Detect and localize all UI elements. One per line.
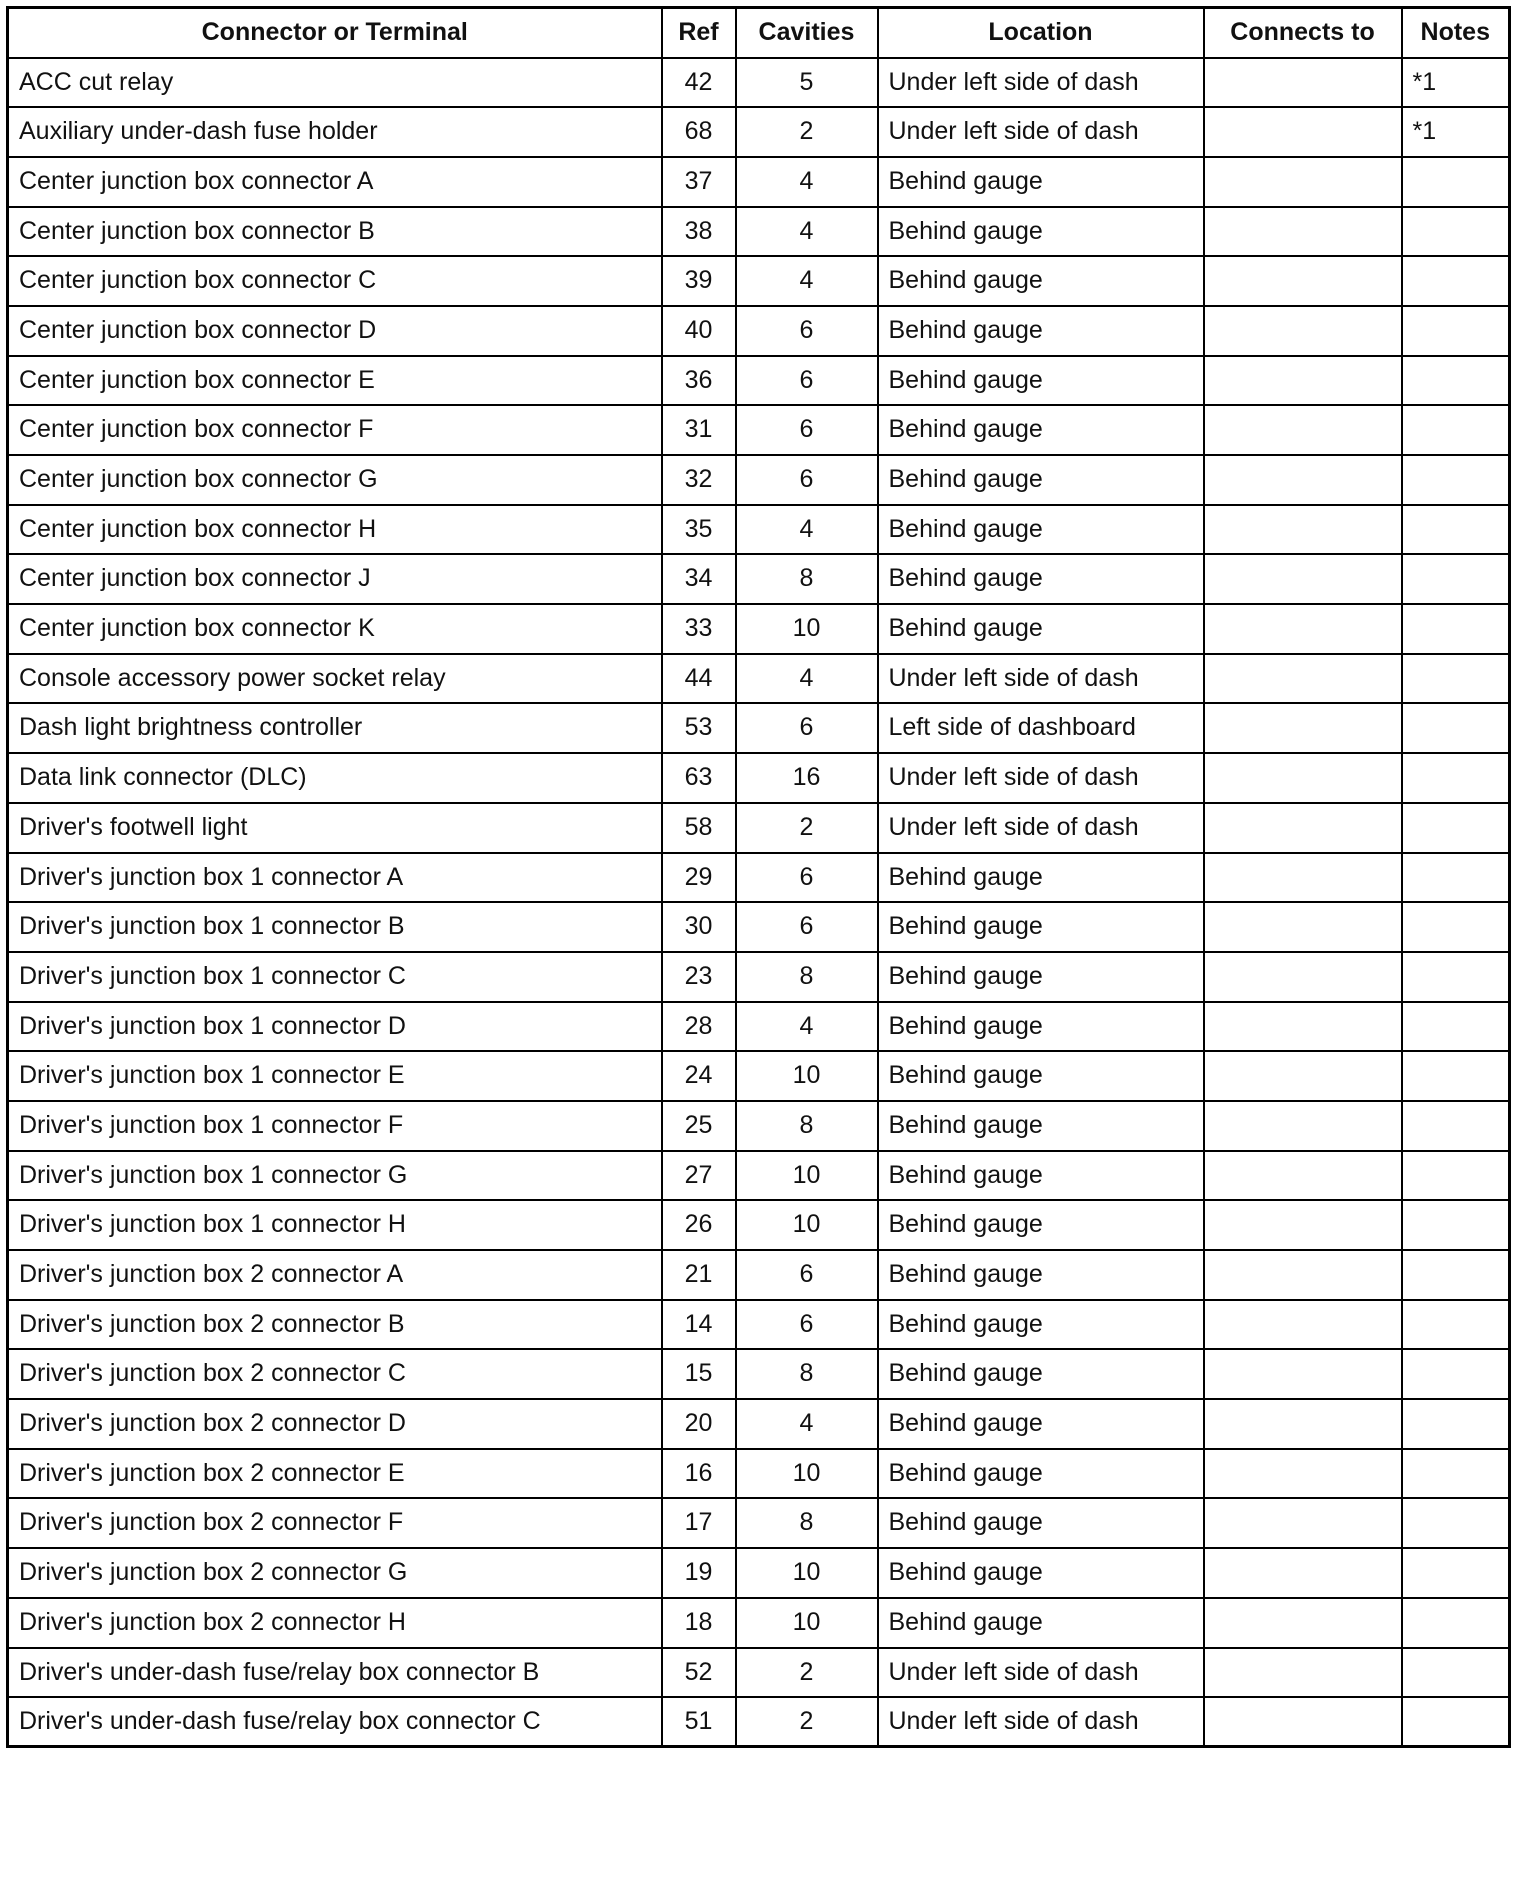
cavities-cell: 8	[736, 1349, 878, 1399]
table-row	[8, 654, 1510, 704]
connects-to-cell	[1204, 902, 1402, 952]
table-row	[8, 853, 1510, 903]
connector-name-cell: Data link connector (DLC)	[8, 753, 662, 803]
notes-cell	[1402, 1151, 1510, 1201]
ref-cell: 51	[662, 1697, 736, 1747]
connector-name-cell: Driver's junction box 1 connector E	[8, 1051, 662, 1101]
table-row	[8, 1101, 1510, 1151]
table-row	[8, 356, 1510, 406]
location-cell: Behind gauge	[878, 1449, 1204, 1499]
location-cell: Behind gauge	[878, 1598, 1204, 1648]
ref-cell: 36	[662, 356, 736, 406]
notes-cell	[1402, 256, 1510, 306]
connector-name-cell: Center junction box connector A	[8, 157, 662, 207]
cavities-cell: 6	[736, 902, 878, 952]
ref-cell: 19	[662, 1548, 736, 1598]
connects-to-cell	[1204, 1349, 1402, 1399]
table-body	[8, 58, 1510, 1747]
connector-name-cell: Driver's junction box 2 connector E	[8, 1449, 662, 1499]
table-row	[8, 107, 1510, 157]
connects-to-cell	[1204, 256, 1402, 306]
cavities-cell: 6	[736, 853, 878, 903]
cavities-cell: 10	[736, 1200, 878, 1250]
cavities-cell: 4	[736, 1002, 878, 1052]
connects-to-cell	[1204, 554, 1402, 604]
header-row	[8, 8, 1510, 58]
ref-cell: 37	[662, 157, 736, 207]
location-cell: Behind gauge	[878, 902, 1204, 952]
notes-cell	[1402, 654, 1510, 704]
connects-to-cell	[1204, 107, 1402, 157]
connector-name-cell: Driver's under-dash fuse/relay box connector B	[8, 1648, 662, 1698]
connector-name-cell: Driver's junction box 2 connector C	[8, 1349, 662, 1399]
connector-name-cell: Driver's junction box 2 connector G	[8, 1548, 662, 1598]
connector-name-cell: Driver's junction box 1 connector B	[8, 902, 662, 952]
connects-to-cell	[1204, 505, 1402, 555]
connector-name-cell: Center junction box connector H	[8, 505, 662, 555]
table-row	[8, 703, 1510, 753]
connects-to-cell	[1204, 1101, 1402, 1151]
cavities-cell: 4	[736, 505, 878, 555]
connector-name-cell: Driver's junction box 1 connector H	[8, 1200, 662, 1250]
table-row	[8, 1449, 1510, 1499]
notes-cell	[1402, 1250, 1510, 1300]
ref-cell: 32	[662, 455, 736, 505]
ref-cell: 44	[662, 654, 736, 704]
connector-name-cell: Center junction box connector C	[8, 256, 662, 306]
cavities-cell: 10	[736, 1449, 878, 1499]
location-cell: Behind gauge	[878, 405, 1204, 455]
notes-cell	[1402, 455, 1510, 505]
connector-name-cell: Driver's junction box 2 connector H	[8, 1598, 662, 1648]
connector-name-cell: Center junction box connector E	[8, 356, 662, 406]
location-cell: Behind gauge	[878, 1250, 1204, 1300]
cavities-cell: 8	[736, 554, 878, 604]
notes-cell	[1402, 1498, 1510, 1548]
notes-cell	[1402, 1051, 1510, 1101]
table-row	[8, 455, 1510, 505]
ref-cell: 31	[662, 405, 736, 455]
table-row	[8, 256, 1510, 306]
table-row	[8, 1349, 1510, 1399]
connects-to-cell	[1204, 1498, 1402, 1548]
table-row	[8, 58, 1510, 108]
cavities-cell: 4	[736, 654, 878, 704]
table-row	[8, 1498, 1510, 1548]
connector-name-cell: Driver's junction box 2 connector A	[8, 1250, 662, 1300]
connects-to-cell	[1204, 1548, 1402, 1598]
notes-cell	[1402, 803, 1510, 853]
cavities-cell: 10	[736, 1598, 878, 1648]
table-row	[8, 1200, 1510, 1250]
connector-name-cell: ACC cut relay	[8, 58, 662, 108]
location-cell: Behind gauge	[878, 157, 1204, 207]
connector-name-cell: Driver's junction box 1 connector F	[8, 1101, 662, 1151]
connects-to-cell	[1204, 157, 1402, 207]
header-cavities: Cavities	[736, 8, 878, 58]
notes-cell	[1402, 405, 1510, 455]
ref-cell: 52	[662, 1648, 736, 1698]
table-row	[8, 1399, 1510, 1449]
connects-to-cell	[1204, 703, 1402, 753]
notes-cell	[1402, 157, 1510, 207]
ref-cell: 39	[662, 256, 736, 306]
connects-to-cell	[1204, 1697, 1402, 1747]
cavities-cell: 2	[736, 1648, 878, 1698]
ref-cell: 29	[662, 853, 736, 903]
notes-cell: *1	[1402, 107, 1510, 157]
table-row	[8, 1648, 1510, 1698]
notes-cell	[1402, 902, 1510, 952]
ref-cell: 63	[662, 753, 736, 803]
cavities-cell: 10	[736, 1051, 878, 1101]
ref-cell: 23	[662, 952, 736, 1002]
location-cell: Under left side of dash	[878, 107, 1204, 157]
notes-cell	[1402, 356, 1510, 406]
connects-to-cell	[1204, 455, 1402, 505]
cavities-cell: 10	[736, 1151, 878, 1201]
ref-cell: 26	[662, 1200, 736, 1250]
location-cell: Behind gauge	[878, 505, 1204, 555]
notes-cell: *1	[1402, 58, 1510, 108]
ref-cell: 42	[662, 58, 736, 108]
location-cell: Under left side of dash	[878, 1697, 1204, 1747]
connector-name-cell: Driver's junction box 1 connector C	[8, 952, 662, 1002]
location-cell: Under left side of dash	[878, 753, 1204, 803]
notes-cell	[1402, 1002, 1510, 1052]
location-cell: Behind gauge	[878, 1548, 1204, 1598]
cavities-cell: 8	[736, 1101, 878, 1151]
location-cell: Behind gauge	[878, 356, 1204, 406]
connects-to-cell	[1204, 1449, 1402, 1499]
connector-name-cell: Center junction box connector D	[8, 306, 662, 356]
connector-name-cell: Center junction box connector B	[8, 207, 662, 257]
cavities-cell: 6	[736, 306, 878, 356]
cavities-cell: 6	[736, 405, 878, 455]
notes-cell	[1402, 853, 1510, 903]
location-cell: Under left side of dash	[878, 1648, 1204, 1698]
connector-name-cell: Driver's junction box 2 connector F	[8, 1498, 662, 1548]
notes-cell	[1402, 1349, 1510, 1399]
ref-cell: 16	[662, 1449, 736, 1499]
header-location: Location	[878, 8, 1204, 58]
table-row	[8, 1002, 1510, 1052]
table-row	[8, 1300, 1510, 1350]
location-cell: Behind gauge	[878, 256, 1204, 306]
location-cell: Behind gauge	[878, 1200, 1204, 1250]
cavities-cell: 6	[736, 356, 878, 406]
header-ref: Ref	[662, 8, 736, 58]
cavities-cell: 4	[736, 207, 878, 257]
connector-name-cell: Center junction box connector J	[8, 554, 662, 604]
connects-to-cell	[1204, 1598, 1402, 1648]
ref-cell: 24	[662, 1051, 736, 1101]
notes-cell	[1402, 505, 1510, 555]
notes-cell	[1402, 306, 1510, 356]
connector-name-cell: Driver's junction box 1 connector A	[8, 853, 662, 903]
ref-cell: 68	[662, 107, 736, 157]
cavities-cell: 10	[736, 1548, 878, 1598]
connects-to-cell	[1204, 1151, 1402, 1201]
notes-cell	[1402, 703, 1510, 753]
connects-to-cell	[1204, 58, 1402, 108]
ref-cell: 20	[662, 1399, 736, 1449]
table-row	[8, 952, 1510, 1002]
connects-to-cell	[1204, 803, 1402, 853]
connects-to-cell	[1204, 604, 1402, 654]
connector-table	[6, 6, 1511, 1748]
location-cell: Under left side of dash	[878, 803, 1204, 853]
connector-name-cell: Center junction box connector F	[8, 405, 662, 455]
notes-cell	[1402, 554, 1510, 604]
notes-cell	[1402, 1697, 1510, 1747]
header-connector: Connector or Terminal	[8, 8, 662, 58]
location-cell: Behind gauge	[878, 455, 1204, 505]
notes-cell	[1402, 753, 1510, 803]
ref-cell: 38	[662, 207, 736, 257]
cavities-cell: 5	[736, 58, 878, 108]
connector-name-cell: Auxiliary under-dash fuse holder	[8, 107, 662, 157]
connector-name-cell: Driver's under-dash fuse/relay box connector C	[8, 1697, 662, 1747]
notes-cell	[1402, 207, 1510, 257]
table-row	[8, 1548, 1510, 1598]
notes-cell	[1402, 1399, 1510, 1449]
location-cell: Behind gauge	[878, 306, 1204, 356]
location-cell: Behind gauge	[878, 1349, 1204, 1399]
connector-name-cell: Console accessory power socket relay	[8, 654, 662, 704]
connects-to-cell	[1204, 356, 1402, 406]
ref-cell: 15	[662, 1349, 736, 1399]
ref-cell: 21	[662, 1250, 736, 1300]
ref-cell: 30	[662, 902, 736, 952]
connects-to-cell	[1204, 1399, 1402, 1449]
connects-to-cell	[1204, 853, 1402, 903]
connects-to-cell	[1204, 306, 1402, 356]
location-cell: Behind gauge	[878, 1002, 1204, 1052]
ref-cell: 40	[662, 306, 736, 356]
table-row	[8, 1697, 1510, 1747]
location-cell: Behind gauge	[878, 1151, 1204, 1201]
location-cell: Behind gauge	[878, 952, 1204, 1002]
notes-cell	[1402, 1598, 1510, 1648]
table-row	[8, 803, 1510, 853]
table-row	[8, 1051, 1510, 1101]
notes-cell	[1402, 1200, 1510, 1250]
location-cell: Under left side of dash	[878, 654, 1204, 704]
table-row	[8, 306, 1510, 356]
table-row	[8, 753, 1510, 803]
location-cell: Under left side of dash	[878, 58, 1204, 108]
connector-name-cell: Driver's junction box 2 connector B	[8, 1300, 662, 1350]
connector-name-cell: Center junction box connector K	[8, 604, 662, 654]
ref-cell: 34	[662, 554, 736, 604]
table-row	[8, 505, 1510, 555]
cavities-cell: 16	[736, 753, 878, 803]
location-cell: Behind gauge	[878, 1051, 1204, 1101]
ref-cell: 18	[662, 1598, 736, 1648]
connects-to-cell	[1204, 654, 1402, 704]
location-cell: Behind gauge	[878, 1498, 1204, 1548]
cavities-cell: 4	[736, 157, 878, 207]
notes-cell	[1402, 1648, 1510, 1698]
connects-to-cell	[1204, 1648, 1402, 1698]
table-row	[8, 207, 1510, 257]
table-row	[8, 1250, 1510, 1300]
connects-to-cell	[1204, 207, 1402, 257]
cavities-cell: 2	[736, 107, 878, 157]
location-cell: Behind gauge	[878, 1101, 1204, 1151]
connector-name-cell: Driver's junction box 1 connector D	[8, 1002, 662, 1052]
table-row	[8, 902, 1510, 952]
ref-cell: 58	[662, 803, 736, 853]
ref-cell: 17	[662, 1498, 736, 1548]
cavities-cell: 2	[736, 803, 878, 853]
ref-cell: 27	[662, 1151, 736, 1201]
cavities-cell: 8	[736, 1498, 878, 1548]
table-row	[8, 157, 1510, 207]
cavities-cell: 10	[736, 604, 878, 654]
location-cell: Behind gauge	[878, 1399, 1204, 1449]
cavities-cell: 8	[736, 952, 878, 1002]
table-row	[8, 405, 1510, 455]
connector-name-cell: Driver's footwell light	[8, 803, 662, 853]
ref-cell: 53	[662, 703, 736, 753]
location-cell: Behind gauge	[878, 604, 1204, 654]
connects-to-cell	[1204, 1200, 1402, 1250]
connects-to-cell	[1204, 753, 1402, 803]
connector-name-cell: Center junction box connector G	[8, 455, 662, 505]
connector-name-cell: Driver's junction box 1 connector G	[8, 1151, 662, 1201]
cavities-cell: 6	[736, 1250, 878, 1300]
location-cell: Left side of dashboard	[878, 703, 1204, 753]
connector-name-cell: Dash light brightness controller	[8, 703, 662, 753]
notes-cell	[1402, 1101, 1510, 1151]
table-row	[8, 554, 1510, 604]
cavities-cell: 4	[736, 256, 878, 306]
location-cell: Behind gauge	[878, 554, 1204, 604]
cavities-cell: 4	[736, 1399, 878, 1449]
notes-cell	[1402, 1449, 1510, 1499]
table-row	[8, 1151, 1510, 1201]
connects-to-cell	[1204, 1250, 1402, 1300]
notes-cell	[1402, 952, 1510, 1002]
connects-to-cell	[1204, 1300, 1402, 1350]
header-connects-to: Connects to	[1204, 8, 1402, 58]
connects-to-cell	[1204, 1051, 1402, 1101]
ref-cell: 14	[662, 1300, 736, 1350]
connects-to-cell	[1204, 952, 1402, 1002]
connects-to-cell	[1204, 1002, 1402, 1052]
cavities-cell: 6	[736, 1300, 878, 1350]
ref-cell: 33	[662, 604, 736, 654]
location-cell: Behind gauge	[878, 853, 1204, 903]
notes-cell	[1402, 1300, 1510, 1350]
ref-cell: 25	[662, 1101, 736, 1151]
cavities-cell: 2	[736, 1697, 878, 1747]
notes-cell	[1402, 1548, 1510, 1598]
connects-to-cell	[1204, 405, 1402, 455]
cavities-cell: 6	[736, 455, 878, 505]
header-notes: Notes	[1402, 8, 1510, 58]
ref-cell: 28	[662, 1002, 736, 1052]
connector-name-cell: Driver's junction box 2 connector D	[8, 1399, 662, 1449]
location-cell: Behind gauge	[878, 1300, 1204, 1350]
table-row	[8, 1598, 1510, 1648]
table-row	[8, 604, 1510, 654]
ref-cell: 35	[662, 505, 736, 555]
cavities-cell: 6	[736, 703, 878, 753]
location-cell: Behind gauge	[878, 207, 1204, 257]
notes-cell	[1402, 604, 1510, 654]
